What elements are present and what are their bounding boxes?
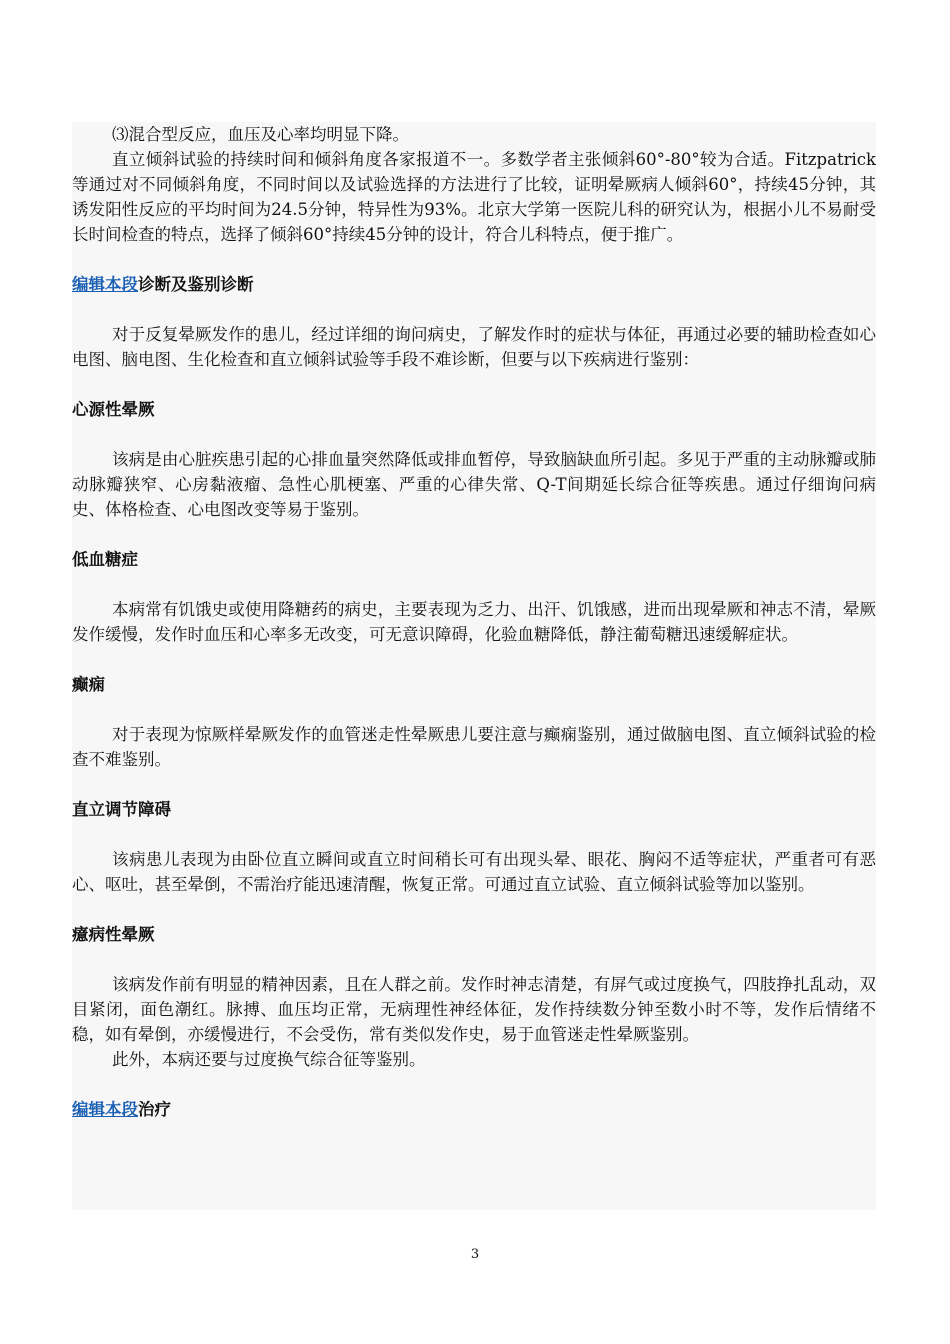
edit-section-link[interactable]: 编辑本段 <box>72 275 138 294</box>
edit-section-link[interactable]: 编辑本段 <box>72 1100 138 1119</box>
subsection-paragraph: 该病是由心脏疾患引起的心排血量突然降低或排血暂停，导致脑缺血所引起。多见于严重的主动脉瓣或肺动脉瓣狭窄、心房黏液瘤、急性心肌梗塞、严重的心律失常、Q-T间期延长综合征等疾患。通过仔细询问病史、体格检查、心电图改变等易于鉴别。 <box>72 450 876 519</box>
section-heading-treatment <box>72 1097 876 1122</box>
intro-item: ⑶混合型反应，血压及心率均明显下降。 <box>112 125 409 144</box>
subsection-paragraph: 本病常有饥饿史或使用降糖药的病史，主要表现为乏力、出汗、饥饿感，进而出现晕厥和神志不清，晕厥发作缓慢，发作时血压和心率多无改变，可无意识障碍，化验血糖降低，静注葡萄糖迅速缓解症状。 <box>72 600 876 644</box>
section-title: 诊断及鉴别诊断 <box>138 275 254 294</box>
subsection-heading: 低血糖症 <box>72 550 138 569</box>
subsection-paragraph: 对于表现为惊厥样晕厥发作的血管迷走性晕厥患儿要注意与癫痫鉴别，通过做脑电图、直立倾斜试验的检查不难鉴别。 <box>72 725 876 769</box>
subsection-paragraph: 该病患儿表现为由卧位直立瞬间或直立时间稍长可有出现头晕、眼花、胸闷不适等症状，严重者可有恶心、呕吐，甚至晕倒，不需治疗能迅速清醒，恢复正常。可通过直立试验、直立倾斜试验等加以鉴别。 <box>72 850 876 894</box>
document-content <box>72 122 876 1210</box>
section-title: 治疗 <box>138 1100 171 1119</box>
page-number: 3 <box>470 1247 480 1262</box>
subsection-heading: 直立调节障碍 <box>72 800 171 819</box>
diagnosis-paragraph: 对于反复晕厥发作的患儿，经过详细的询问病史，了解发作时的症状与体征，再通过必要的辅助检查如心电图、脑电图、生化检查和直立倾斜试验等手段不难诊断，但要与以下疾病进行鉴别： <box>72 325 876 369</box>
subsection-paragraph: 该病发作前有明显的精神因素，且在人群之前。发作时神志清楚，有屏气或过度换气，四肢挣扎乱动，双目紧闭，面色潮红。脉搏、血压均正常，无病理性神经体征，发作持续数分钟至数小时不等，发作后情绪不稳，如有晕倒，亦缓慢进行，不会受伤，常有类似发作史，易于血管迷走性晕厥鉴别。 <box>72 975 876 1044</box>
subsection-heading: 癫痫 <box>72 675 105 694</box>
intro-paragraph: 直立倾斜试验的持续时间和倾斜角度各家报道不一。多数学者主张倾斜60°-80°较为合适。Fitzpatrick等通过对不同倾斜角度，不同时间以及试验选择的方法进行了比较，证明晕厥病人倾斜60°，持续45分钟，其诱发阳性反应的平均时间为24.5分钟，特异性为93%。北京大学第一医院儿科的研究认为，根据小儿不易耐受长时间检查的特点，选择了倾斜60°持续45分钟的设计，符合儿科特点，便于推广。 <box>72 150 876 244</box>
section-heading-diagnosis <box>72 272 876 297</box>
subsection-heading: 心源性晕厥 <box>72 400 155 419</box>
subsection-heading: 癔病性晕厥 <box>72 925 155 944</box>
closing-paragraph: 此外，本病还要与过度换气综合征等鉴别。 <box>112 1050 426 1069</box>
